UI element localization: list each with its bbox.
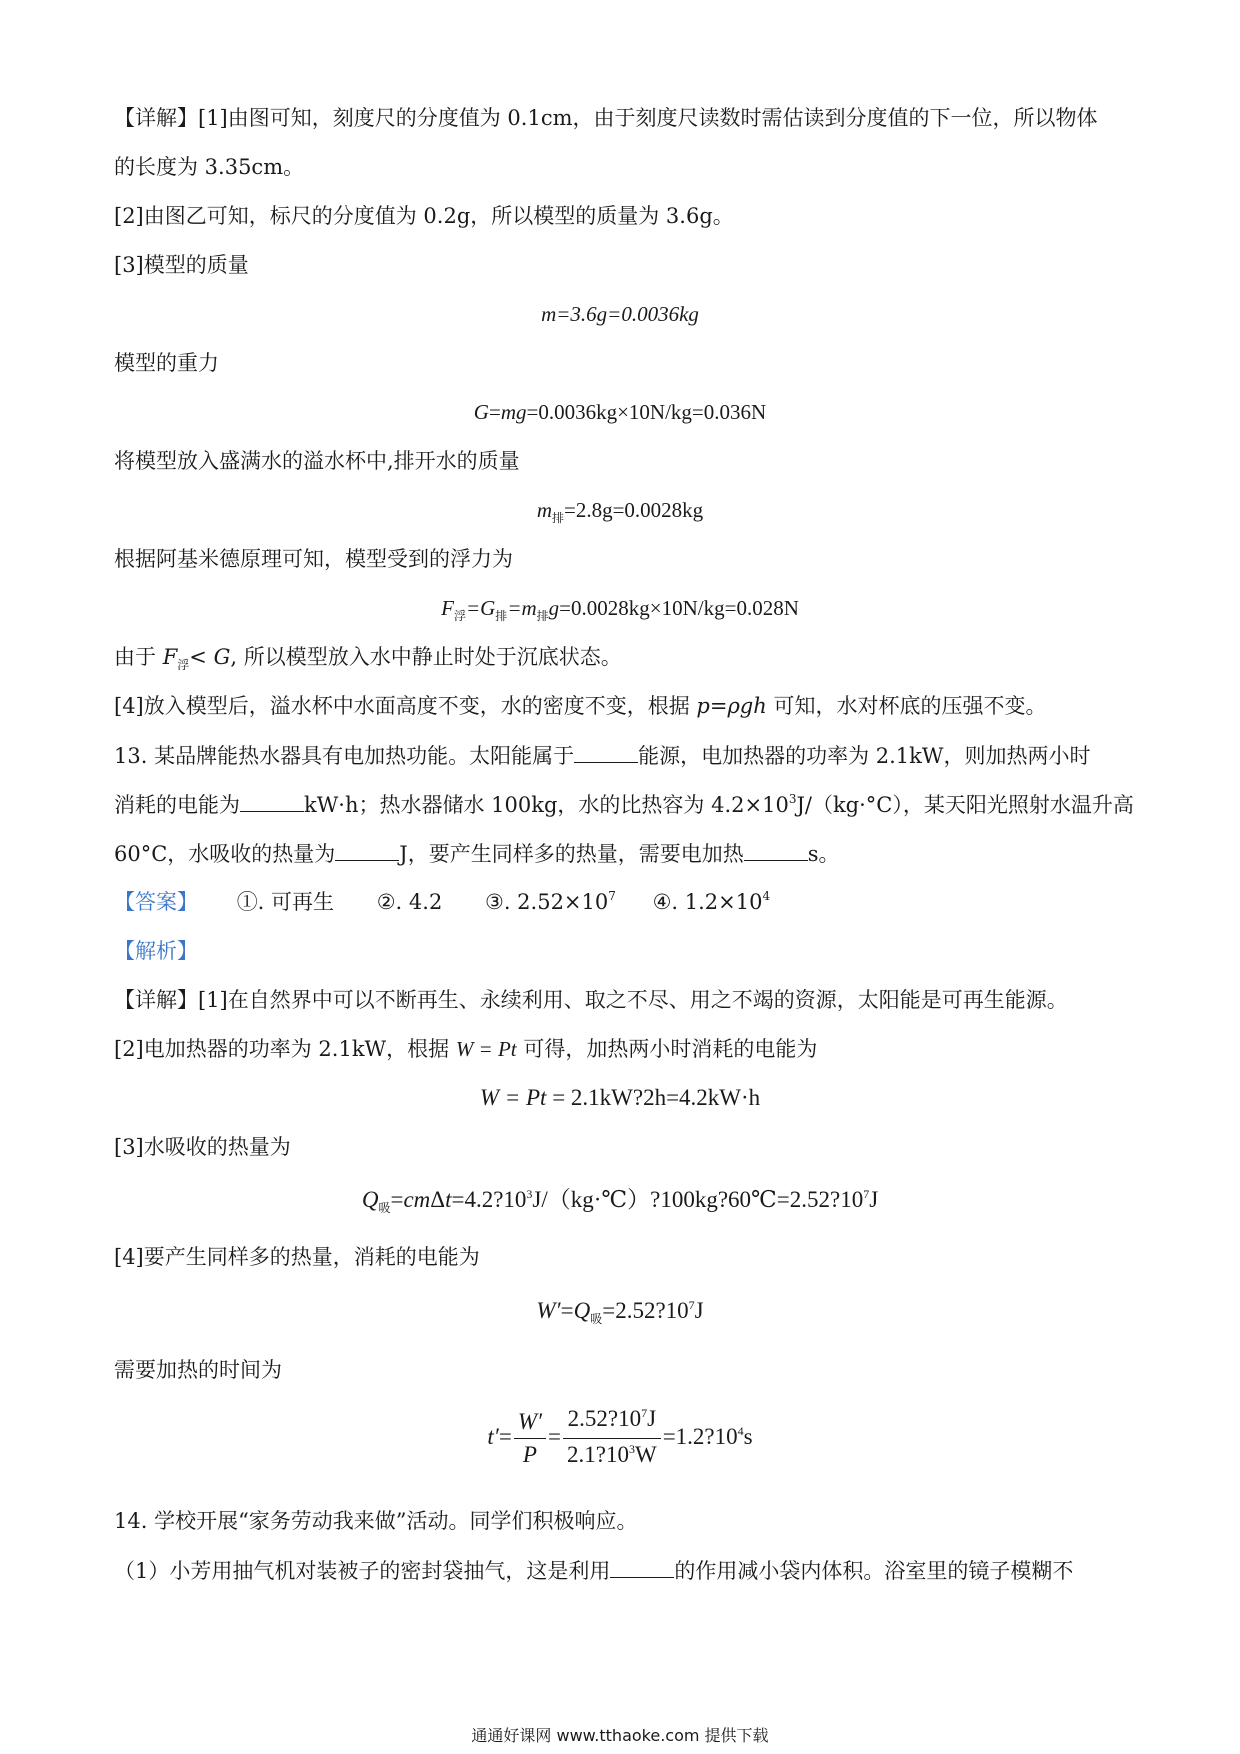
- analysis-line-2: [2]电加热器的功率为 2.1kW，根据 W = Pt 可得，加热两小时消耗的电能为: [114, 1037, 818, 1061]
- detail-line-1: 【详解】[1]由图可知，刻度尺的分度值为 0.1cm，由于刻度尺读数时需估读到分度值的下一位，所以物体: [114, 106, 1098, 130]
- answer-blank-2[interactable]: [240, 790, 304, 812]
- equation-mass: [0, 300, 1240, 328]
- answer-label: 【答案】: [114, 890, 198, 914]
- equation-time: t′= $\frac{W'}{P}$ = $\frac{2.52?10^7J}{2.1?10^3W}$ $=1.2?10^4s$: [0, 1402, 1240, 1472]
- equation-gravity: G=mg=0.0036kg×10N/kg=0.036N: [473, 400, 767, 424]
- question-13-line-1: 13. 某品牌能热水器具有电加热功能。太阳能属于 能源，电加热器的功率为 2.1kW，则加热两小时: [114, 741, 1090, 770]
- analysis-line-1: 【详解】[1]在自然界中可以不断再生、永续利用、取之不尽、用之不竭的资源，太阳能是可再生能源。: [114, 988, 1068, 1012]
- equation-heat: $Q_吸=cm\Delta t=4.2?10^3J/(kg\cdot℃)?100kg?60℃=2.52?10^7J$: [361, 1187, 879, 1215]
- fraction-values: $\frac{2.52?10^7J}{2.1?10^3W}$: [563, 1405, 661, 1472]
- analysis-line-3: [3]水吸收的热量为: [114, 1135, 291, 1159]
- equation-buoyancy: $F_浮=G_排=m_排g=0.0028kg\times 10N/kg=0.028N$: [441, 596, 799, 623]
- question-13-line-2: 消耗的电能为 kW·h；热水器储水 100kg，水的比热容为 $4.2\times 10^3J/(kg\cdot^\circ C)$，某天阳光照射水温升高: [114, 792, 1134, 817]
- analysis-label: 【解析】: [114, 939, 198, 963]
- detail-line-6: 将模型放入盛满水的溢水杯中,排开水的质量: [114, 449, 520, 473]
- eq-m: m=3.6g=0.0036kg: [541, 302, 699, 326]
- equation-electric-energy: $W'=Q_吸=2.52?10^7J$: [536, 1298, 704, 1326]
- fraction-w-over-p: $\frac{W'}{P}$: [514, 1408, 546, 1469]
- answer-blank-5[interactable]: [610, 1556, 674, 1578]
- detail-line-8: 由于 $F_浮< G$, 所以模型放入水中静止时处于沉底状态。: [114, 645, 622, 672]
- detail-line-5: 模型的重力: [114, 351, 219, 375]
- detail-line-9: [4]放入模型后，溢水杯中水面高度不变，水的密度不变，根据 p=ρgh 可知，水对杯底的压强不变。: [114, 694, 1047, 718]
- question-14-part-1: （1）小芳用抽气机对装被子的密封袋抽气，这是利用 的作用减小袋内体积。浴室里的镜子模糊不: [114, 1556, 1073, 1585]
- question-14-line: 14. 学校开展“家务劳动我来做”活动。同学们积极响应。: [114, 1509, 638, 1533]
- answer-line: 【答案】 ①. 可再生 ②. 4.2 ③. $2.52\times 10^7$ ④. $1.2\times 10^4$: [114, 889, 771, 914]
- detail-line-4: [3]模型的质量: [114, 253, 249, 277]
- answer-blank-4[interactable]: [744, 839, 808, 861]
- answer-blank-1[interactable]: [574, 741, 638, 763]
- analysis-line-5: 需要加热的时间为: [114, 1358, 282, 1382]
- analysis-line-4: [4]要产生同样多的热量，消耗的电能为: [114, 1245, 480, 1269]
- question-13-line-3: 60°C，水吸收的热量为 J，要产生同样多的热量，需要电加热 s。: [114, 839, 840, 868]
- detail-line-7: 根据阿基米德原理可知，模型受到的浮力为: [114, 547, 513, 571]
- equation-energy: W = Pt = 2.1kW?2h=4.2kW·h: [479, 1085, 761, 1110]
- answer-blank-3[interactable]: [335, 839, 399, 861]
- equation-displaced-mass: $m_排=2.8g=0.0028kg$: [536, 498, 704, 525]
- detail-line-3: [2]由图乙可知，标尺的分度值为 0.2g，所以模型的质量为 3.6g。: [114, 204, 734, 228]
- page-footer: 通通好课网 www.tthaoke.com 提供下载: [471, 1726, 769, 1745]
- detail-line-2: 的长度为 3.35cm。: [114, 155, 305, 179]
